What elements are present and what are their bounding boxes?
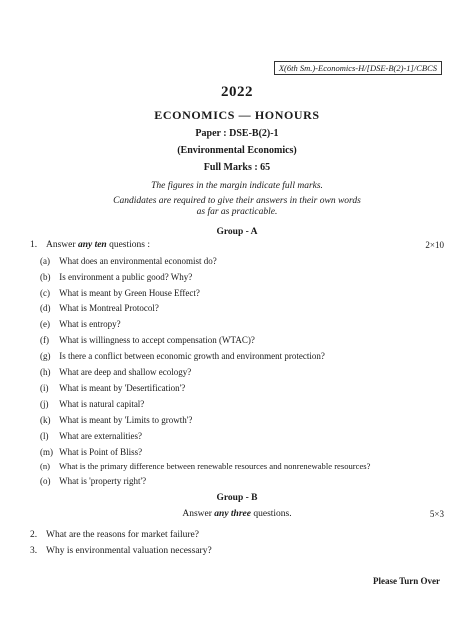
paper-code-box: X(6th Sm.)-Economics-H/[DSE-B(2)-1]/CBCS [274,61,442,75]
sub-question-text: What are deep and shallow ecology? [59,367,192,377]
sub-question-label: (d) [40,303,51,313]
sub-question-label: (k) [40,415,51,425]
sub-question-text: Is environment a public good? Why? [59,272,193,282]
sub-question-label: (g) [40,351,51,361]
sub-question-label: (n) [40,461,51,471]
instruction-post: questions. [250,509,292,519]
question-text-post: questions : [106,240,150,250]
sub-question-text: What is meant by 'Desertification'? [59,383,186,393]
question-2 [30,530,199,540]
group-b-heading: Group - B [216,493,258,503]
candidates-note-line2: as far as practicable. [196,207,278,217]
sub-question [40,319,121,329]
instruction-emphasis: any three [214,509,251,519]
sub-question-label: (h) [40,367,51,377]
question-number: 3. [30,546,38,556]
sub-question-text: What is Montreal Protocol? [59,303,159,313]
sub-question-text: What are externalities? [59,431,143,441]
sub-question-label: (m) [40,447,53,457]
sub-question-text: What is the primary difference between renewable resources and nonrenewable resources? [59,461,371,471]
question-text: Why is environmental valuation necessary? [46,546,212,556]
sub-question-label: (i) [40,383,49,393]
sub-question-label: (e) [40,319,50,329]
sub-question [40,431,142,441]
sub-question-text: Is there a conflict between economic growth and environment protection? [59,351,325,361]
sub-question [40,367,191,377]
sub-question-text: What is Point of Bliss? [59,447,143,457]
sub-question [40,303,159,313]
sub-question-text: What is entropy? [59,319,121,329]
candidates-note-line1: Candidates are required to give their answers in their own words [113,196,361,206]
sub-question [40,272,192,282]
sub-question [40,288,200,298]
paper-code: Paper : DSE-B(2)-1 [195,128,279,139]
sub-question [40,447,142,457]
sub-question-text: What is willingness to accept compensation (WTAC)? [59,335,255,345]
sub-question-text: What is 'property right'? [59,476,147,486]
sub-question [40,415,192,425]
question-1 [30,240,150,250]
question-3 [30,546,212,556]
sub-question-label: (f) [40,335,49,345]
please-turn-over: Please Turn Over [373,576,440,586]
sub-question [40,476,146,486]
group-a-heading: Group - A [216,227,258,237]
sub-question [40,335,255,345]
sub-question [40,383,185,393]
sub-question-text: What is meant by Green House Effect? [59,288,200,298]
sub-question [40,351,325,361]
sub-question-label: (b) [40,272,51,282]
question-1-marks: 2×10 [425,240,444,250]
full-marks: Full Marks : 65 [203,162,271,173]
margin-note: The figures in the margin indicate full marks. [151,181,323,191]
group-b-marks: 5×3 [429,509,444,519]
question-number: 2. [30,530,38,540]
sub-question-label: (c) [40,288,50,298]
sub-question-label: (l) [40,431,49,441]
sub-question-text: What is natural capital? [59,399,145,409]
sub-question-text: What is meant by 'Limits to growth'? [59,415,193,425]
question-number: 1. [30,240,38,250]
instruction-pre: Answer [182,509,215,519]
question-text-emphasis: any ten [77,240,107,250]
sub-question [40,399,144,409]
sub-question-text: What does an environmental economist do? [59,256,217,266]
question-text: What are the reasons for market failure? [46,530,199,540]
paper-subject: (Environmental Economics) [177,145,297,156]
exam-year: 2022 [221,84,253,100]
group-b-instruction [0,509,474,519]
sub-question-label: (a) [40,256,50,266]
sub-question-label: (j) [40,399,49,409]
sub-question [40,256,217,266]
sub-question-label: (o) [40,476,51,486]
sub-question [40,461,370,471]
question-text-pre: Answer [46,240,78,250]
exam-title: ECONOMICS — HONOURS [154,108,320,122]
